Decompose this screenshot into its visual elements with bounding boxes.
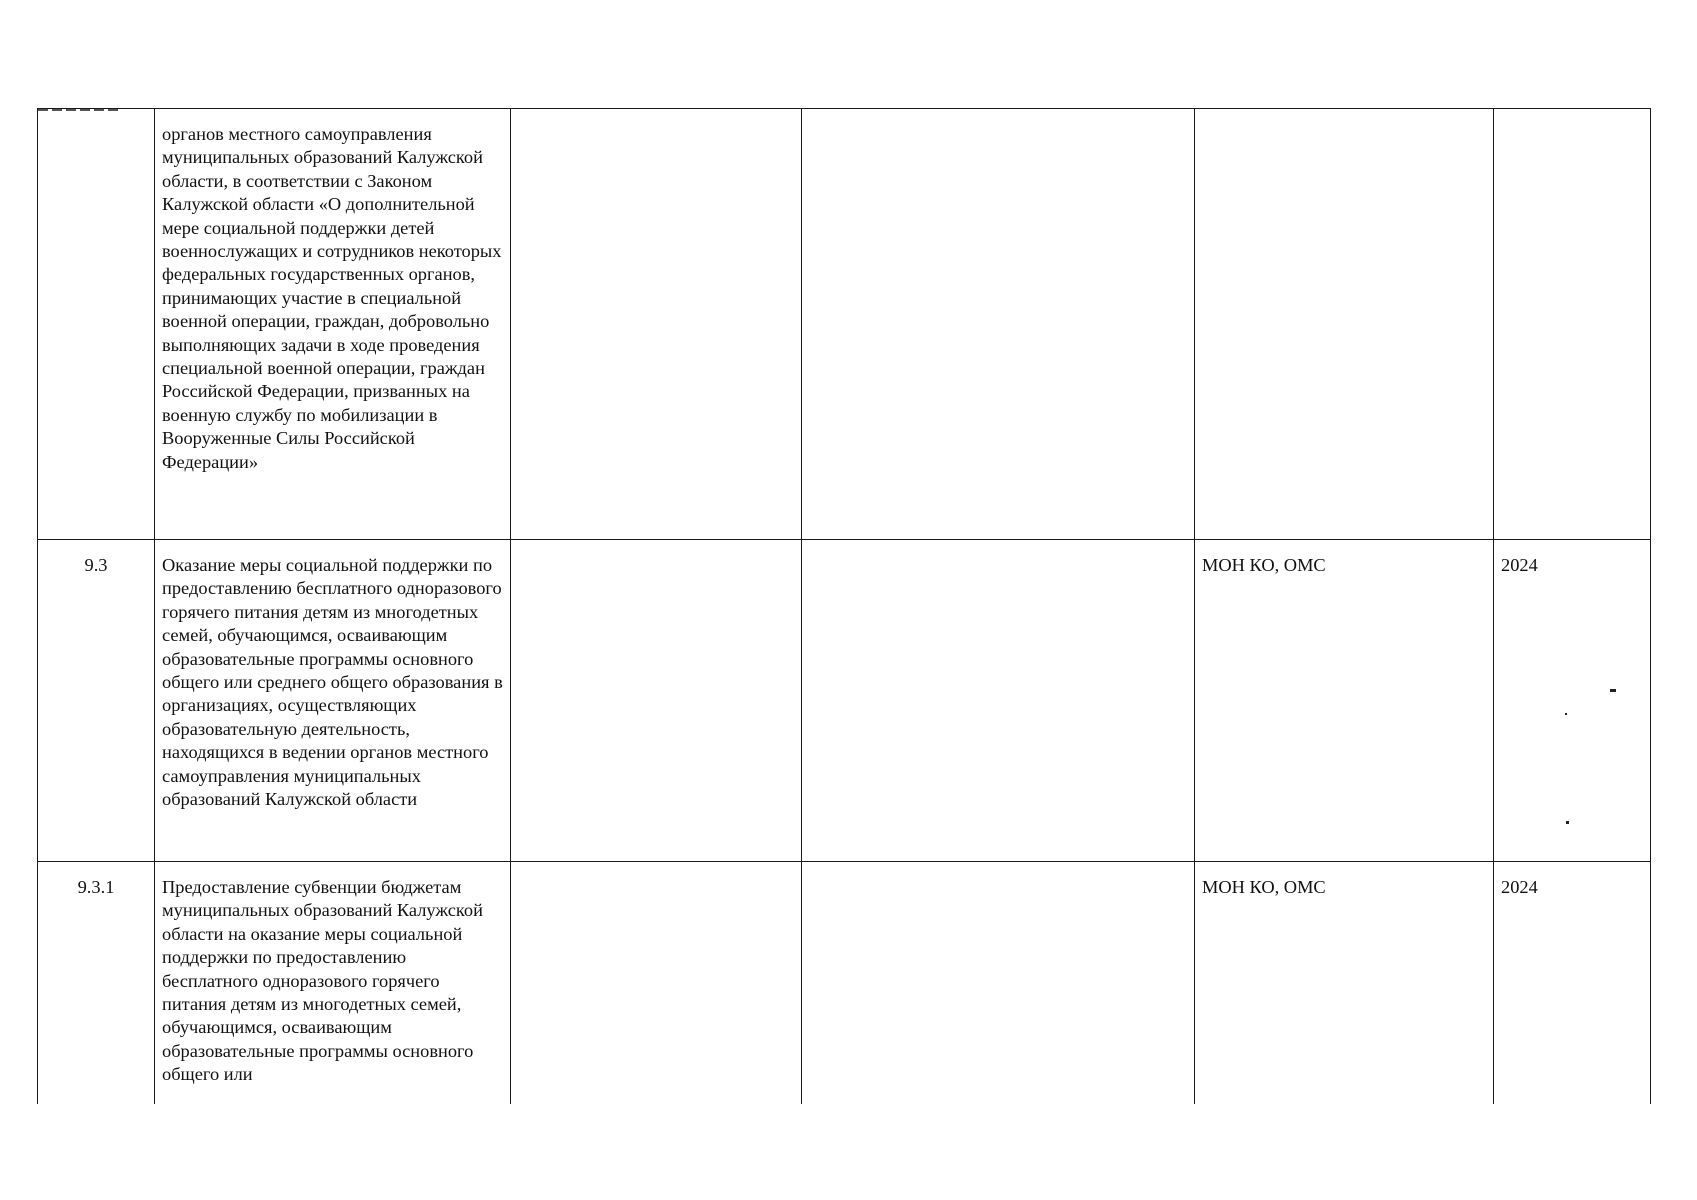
row-number (38, 109, 155, 540)
row-cell-3 (511, 540, 802, 862)
row-year: 2024 (1494, 540, 1651, 862)
table-row (38, 540, 1651, 862)
row-number: 9.3.1 (38, 862, 155, 1105)
scan-speck (1565, 713, 1567, 715)
scan-speck (1610, 689, 1616, 692)
row-cell-4 (802, 540, 1195, 862)
row-description: Предоставление субвенции бюджетам муниципальных образований Калужской области на оказание меры социальной поддержки по предоставлению бесплатного одноразового горячего питания детям из многодетных семей, обучающимся, осваивающим образовательные программы основного общего или (155, 862, 511, 1105)
table-row (38, 109, 1651, 540)
row-cell-3 (511, 862, 802, 1105)
row-description: Оказание меры социальной поддержки по предоставлению бесплатного одноразового горячего питания детям из многодетных семей, обучающимся, осваивающим образовательные программы основного общего или среднего общего образования в организациях, осуществляющих образовательную деятельность, находящихся в ведении органов местного самоуправления муниципальных образований Калужской области (155, 540, 511, 862)
row-responsible: МОН КО, ОМС (1195, 540, 1494, 862)
row-year (1494, 109, 1651, 540)
row-number: 9.3 (38, 540, 155, 862)
row-description: органов местного самоуправления муниципальных образований Калужской области, в соответствии с Законом Калужской области «О дополнительной мере социальной поддержки детей военнослужащих и сотрудников некоторых федеральных государственных органов, принимающих участие в специальной военной операции, граждан, добровольно выполняющих задачи в ходе проведения специальной военной операции, граждан Российской Федерации, призванных на военную службу по мобилизации в Вооруженные Силы Российской Федерации» (155, 109, 511, 540)
row-responsible (1195, 109, 1494, 540)
row-responsible: МОН КО, ОМС (1195, 862, 1494, 1105)
row-cell-4 (802, 862, 1195, 1105)
row-cell-4 (802, 109, 1195, 540)
table-row (38, 862, 1651, 1105)
row-cell-3 (511, 109, 802, 540)
row-year: 2024 (1494, 862, 1651, 1105)
scan-speck (1566, 821, 1569, 824)
plan-table (37, 108, 1651, 1104)
